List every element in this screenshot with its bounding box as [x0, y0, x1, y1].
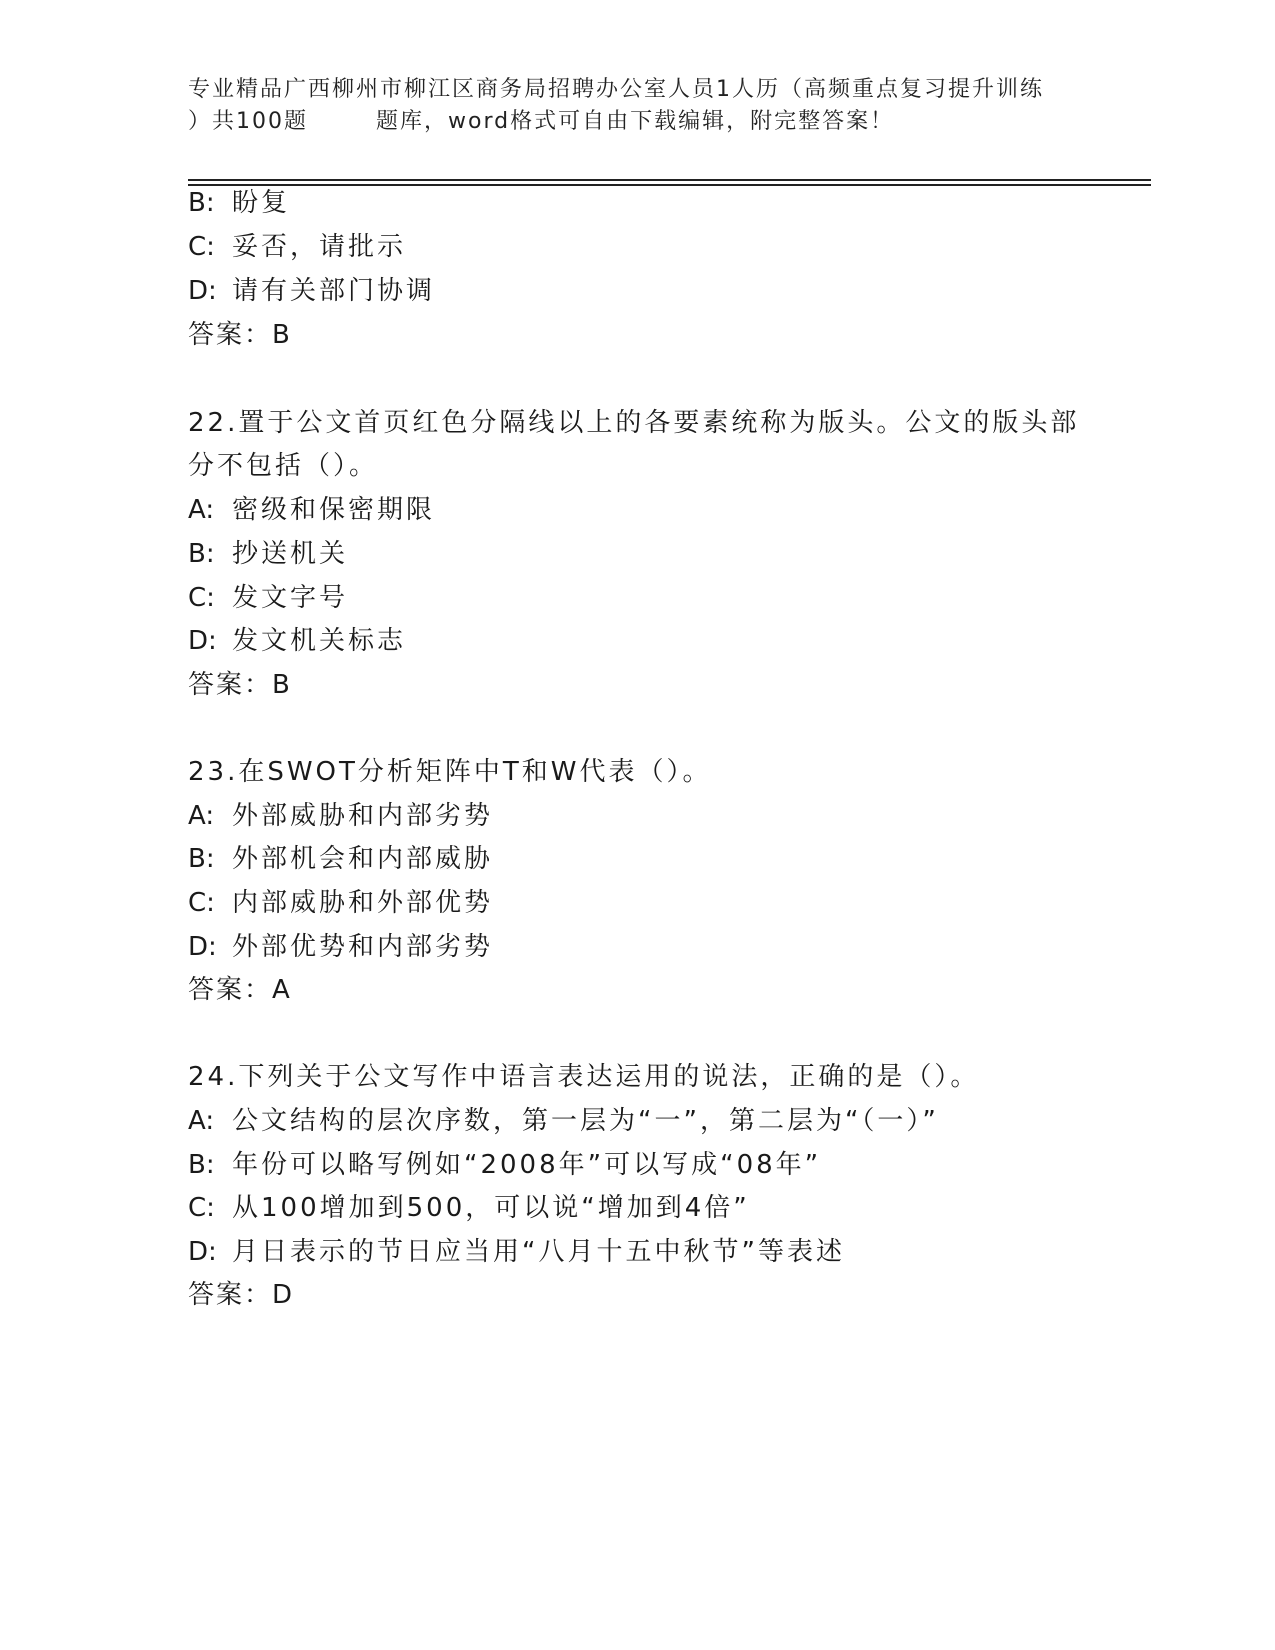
q24-option-b: B: 年份可以略写例如“2008年”可以写成“08年”: [188, 1150, 822, 1180]
q23-option-d: D: 外部优势和内部劣势: [188, 932, 494, 962]
q22-option-d: D: 发文机关标志: [188, 626, 407, 656]
q23-stem: 23.在SWOT分析矩阵中T和W代表（）。: [188, 757, 712, 787]
q23-answer: 答案：A: [188, 975, 291, 1005]
q21-option-b: B: 盼复: [188, 188, 291, 218]
q24-option-d: D: 月日表示的节日应当用“八月十五中秋节”等表述: [188, 1237, 845, 1267]
header-line-1: 专业精品广西柳州市柳江区商务局招聘办公室人员1人历（高频重点复习提升训练: [188, 77, 1044, 102]
header-line-2-left: ）共100题: [188, 109, 308, 134]
q24-option-a: A: 公文结构的层次序数，第一层为“一”，第二层为“（一）”: [188, 1106, 939, 1136]
q21-answer: 答案：B: [188, 320, 291, 350]
q22-stem-line-2: 分不包括（）。: [188, 451, 379, 481]
q22-answer: 答案：B: [188, 670, 291, 700]
q24-stem: 24.下列关于公文写作中语言表达运用的说法，正确的是（）。: [188, 1062, 980, 1092]
q23-option-a: A: 外部威胁和内部劣势: [188, 801, 494, 831]
header-line-2-right: 题库，word格式可自由下载编辑，附完整答案！: [376, 109, 895, 134]
q24-answer: 答案：D: [188, 1280, 294, 1310]
header-rule-top: [188, 179, 1151, 181]
q24-option-c: C: 从100增加到500，可以说“增加到4倍”: [188, 1193, 750, 1223]
q21-option-c: C: 妥否，请批示: [188, 232, 407, 262]
document-header: [188, 74, 1088, 138]
q22-option-a: A: 密级和保密期限: [188, 495, 436, 525]
q22-option-c: C: 发文字号: [188, 583, 349, 613]
header-rule-bottom: [188, 184, 1151, 186]
q23-option-c: C: 内部威胁和外部优势: [188, 888, 494, 918]
q22-option-b: B: 抄送机关: [188, 539, 349, 569]
header-line-2: [188, 106, 1088, 138]
q21-option-d: D: 请有关部门协调: [188, 276, 436, 306]
q22-stem-line-1: 22.置于公文首页红色分隔线以上的各要素统称为版头。公文的版头部: [188, 408, 1080, 438]
q23-option-b: B: 外部机会和内部威胁: [188, 844, 494, 874]
